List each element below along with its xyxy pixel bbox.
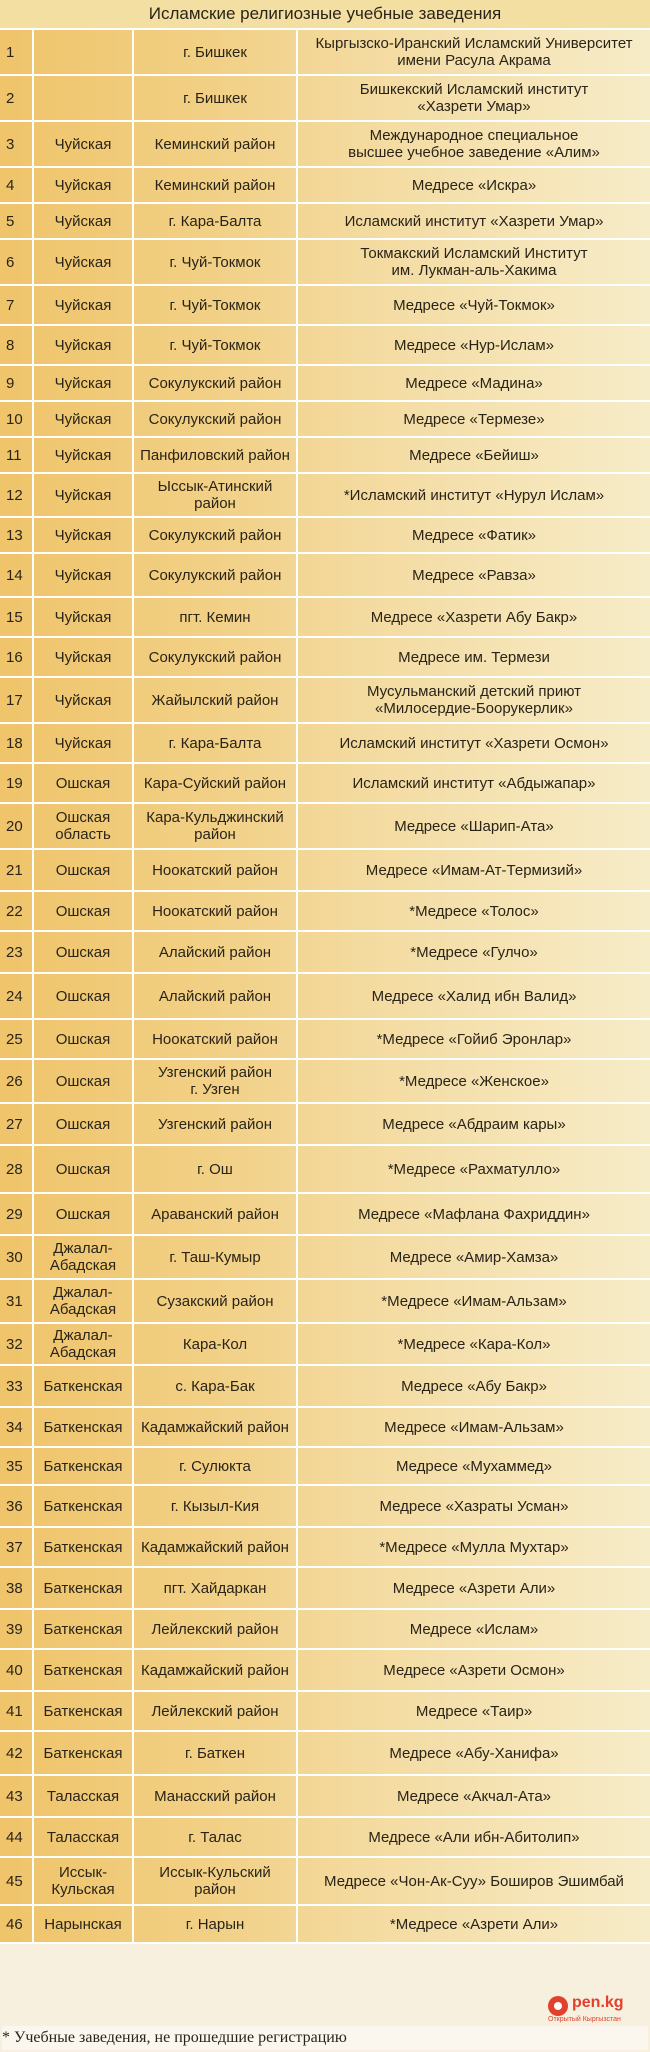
district-cell: Кеминский район xyxy=(134,122,298,166)
table-row xyxy=(0,1324,650,1366)
district-cell: г. Сулюкта xyxy=(134,1448,298,1484)
region-cell: Чуйская xyxy=(34,474,134,516)
region-cell xyxy=(34,76,134,120)
table-row xyxy=(0,1366,650,1408)
table-row xyxy=(0,204,650,240)
table-title: Исламские религиозные учебные заведения xyxy=(0,0,650,30)
region-cell: Чуйская xyxy=(34,724,134,762)
row-number: 21 xyxy=(0,850,34,890)
district-cell: г. Бишкек xyxy=(134,30,298,74)
institution-name: Медресе «Халид ибн Валид» xyxy=(371,987,577,1005)
table-row xyxy=(0,850,650,892)
logo-word: pen.kg xyxy=(572,1994,624,2011)
district-cell: Лейлекский район xyxy=(134,1610,298,1648)
district-cell: г. Чуй-Токмок xyxy=(134,286,298,324)
region-cell: Чуйская xyxy=(34,598,134,636)
region-cell: Чуйская xyxy=(34,122,134,166)
table-row xyxy=(0,1650,650,1692)
institution-name: *Медресе «Мулла Мухтар» xyxy=(379,1538,569,1556)
region-cell: Нарынская xyxy=(34,1906,134,1942)
table-row xyxy=(0,518,650,554)
row-number: 8 xyxy=(0,326,34,364)
district-cell: г. Таш-Кумыр xyxy=(134,1236,298,1278)
table-row xyxy=(0,764,650,804)
region-cell: Чуйская xyxy=(34,518,134,552)
row-number: 11 xyxy=(0,438,34,472)
table-row xyxy=(0,1060,650,1104)
institution-name: Исламский институт «Абдыжапар» xyxy=(352,774,596,792)
region-cell: Ошская xyxy=(34,892,134,930)
region-cell: Ошская xyxy=(34,764,134,802)
table-row xyxy=(0,638,650,678)
district-cell: г. Кызыл-Кия xyxy=(134,1486,298,1526)
table-row xyxy=(0,1448,650,1486)
row-number: 15 xyxy=(0,598,34,636)
region-cell: Чуйская xyxy=(34,366,134,400)
row-number: 32 xyxy=(0,1324,34,1364)
logo-mark-icon xyxy=(548,1996,568,2016)
row-number: 28 xyxy=(0,1146,34,1192)
institution-name: *Медресе «Гулчо» xyxy=(410,943,538,961)
region-cell: Чуйская xyxy=(34,638,134,676)
region-cell xyxy=(34,30,134,74)
institution-name: Медресе «Искра» xyxy=(411,176,537,194)
district-cell: Манасский район xyxy=(134,1776,298,1816)
table-row xyxy=(0,1146,650,1194)
table-row xyxy=(0,1408,650,1448)
region-cell: Чуйская xyxy=(34,402,134,436)
region-cell: Ошская xyxy=(34,1060,134,1102)
region-cell: Ошская xyxy=(34,1194,134,1234)
institution-name: *Медресе «Имам-Альзам» xyxy=(381,1292,567,1310)
table-row xyxy=(0,1194,650,1236)
region-cell: Баткенская xyxy=(34,1408,134,1446)
district-cell: г. Чуй-Токмок xyxy=(134,326,298,364)
institution-name: *Исламский институт «Нурул Ислам» xyxy=(343,486,605,504)
region-cell: Баткенская xyxy=(34,1486,134,1526)
site-logo xyxy=(548,1992,642,2022)
institution-name: Медресе «Фатик» xyxy=(411,526,537,544)
row-number: 46 xyxy=(0,1906,34,1942)
row-number: 30 xyxy=(0,1236,34,1278)
row-number: 17 xyxy=(0,678,34,722)
row-number: 26 xyxy=(0,1060,34,1102)
institution-name: Медресе «Акчал-Ата» xyxy=(397,1787,551,1805)
district-cell: г. Баткен xyxy=(134,1732,298,1774)
table-row xyxy=(0,1732,650,1776)
institution-name: Мусульманский детский приют «Милосердие-Боорукерлик» xyxy=(366,683,582,717)
district-cell: Сокулукский район xyxy=(134,518,298,552)
row-number: 31 xyxy=(0,1280,34,1322)
row-number: 6 xyxy=(0,240,34,284)
region-cell: Джалал- Абадская xyxy=(34,1236,134,1278)
row-number: 23 xyxy=(0,932,34,972)
region-cell: Чуйская xyxy=(34,204,134,238)
region-cell: Чуйская xyxy=(34,240,134,284)
region-cell: Ошская xyxy=(34,1104,134,1144)
row-number: 5 xyxy=(0,204,34,238)
institution-name: Исламский институт «Хазрети Осмон» xyxy=(339,734,609,752)
institution-name: Медресе «Чуй-Токмок» xyxy=(393,296,555,314)
institution-name: Кыргызско-Иранский Исламский Университет имени Расула Акрама xyxy=(315,35,633,69)
row-number: 41 xyxy=(0,1692,34,1730)
row-number: 19 xyxy=(0,764,34,802)
institution-name: Медресе «Амир-Хамза» xyxy=(389,1248,559,1266)
institution-name: Медресе «Равза» xyxy=(412,566,536,584)
district-cell: Ноокатский район xyxy=(134,1020,298,1058)
institution-name: Медресе «Абдраим кары» xyxy=(382,1115,566,1133)
row-number: 24 xyxy=(0,974,34,1018)
district-cell: г. Чуй-Токмок xyxy=(134,240,298,284)
institution-name: Медресе «Чон-Ак-Суу» Боширов Эшимбай xyxy=(324,1872,624,1890)
region-cell: Ошская xyxy=(34,974,134,1018)
institution-name: *Медресе «Азрети Али» xyxy=(389,1915,559,1933)
table-row xyxy=(0,326,650,366)
table-row xyxy=(0,1610,650,1650)
row-number: 38 xyxy=(0,1568,34,1608)
district-cell: г. Талас xyxy=(134,1818,298,1856)
region-cell: Баткенская xyxy=(34,1448,134,1484)
district-cell: Алайский район xyxy=(134,932,298,972)
row-number: 45 xyxy=(0,1858,34,1904)
institution-name: Медресе «Шарип-Ата» xyxy=(394,817,554,835)
region-cell: Иссык- Кульская xyxy=(34,1858,134,1904)
region-cell: Таласская xyxy=(34,1776,134,1816)
row-number: 7 xyxy=(0,286,34,324)
district-cell: Ноокатский район xyxy=(134,850,298,890)
region-cell: Баткенская xyxy=(34,1568,134,1608)
institution-name: Медресе «Мухаммед» xyxy=(395,1457,553,1475)
table-row xyxy=(0,1280,650,1324)
region-cell: Баткенская xyxy=(34,1732,134,1774)
institution-name: Международное специальное высшее учебное заведение «Алим» xyxy=(348,127,600,161)
row-number: 27 xyxy=(0,1104,34,1144)
table-row xyxy=(0,1236,650,1280)
table-row xyxy=(0,554,650,598)
district-cell: Сокулукский район xyxy=(134,638,298,676)
table-row xyxy=(0,1528,650,1568)
district-cell: Иссык-Кульский район xyxy=(134,1858,298,1904)
row-number: 42 xyxy=(0,1732,34,1774)
region-cell: Чуйская xyxy=(34,554,134,596)
table-row xyxy=(0,1486,650,1528)
district-cell: Узгенский район г. Узген xyxy=(134,1060,298,1102)
region-cell: Ошская xyxy=(34,1020,134,1058)
institution-name: Медресе «Бейиш» xyxy=(409,446,539,464)
institution-name: Медресе «Али ибн-Абитолип» xyxy=(368,1828,580,1846)
row-number: 34 xyxy=(0,1408,34,1446)
district-cell: Араванский район xyxy=(134,1194,298,1234)
table-row xyxy=(0,366,650,402)
district-cell: Кара-Суйский район xyxy=(134,764,298,802)
region-cell: Ошская xyxy=(34,932,134,972)
table-row xyxy=(0,30,650,76)
table-row xyxy=(0,168,650,204)
row-number: 2 xyxy=(0,76,34,120)
table-row xyxy=(0,1020,650,1060)
region-cell: Баткенская xyxy=(34,1650,134,1690)
institution-name: Медресе «Хазрети Абу Бакр» xyxy=(370,608,578,626)
row-number: 39 xyxy=(0,1610,34,1648)
district-cell: Сузакский район xyxy=(134,1280,298,1322)
institution-name: Медресе «Мадина» xyxy=(405,374,543,392)
table-row xyxy=(0,724,650,764)
institution-name: Медресе «Нур-Ислам» xyxy=(394,336,554,354)
row-number: 18 xyxy=(0,724,34,762)
row-number: 33 xyxy=(0,1366,34,1406)
row-number: 16 xyxy=(0,638,34,676)
institution-name: Медресе «Мафлана Фахриддин» xyxy=(358,1205,590,1223)
region-cell: Джалал- Абадская xyxy=(34,1324,134,1364)
institution-name: Медресе «Абу-Ханифа» xyxy=(389,1744,559,1762)
district-cell: Жайылский район xyxy=(134,678,298,722)
institution-name: Медресе им. Термези xyxy=(398,648,550,666)
district-cell: Кадамжайский район xyxy=(134,1650,298,1690)
footnote: * Учебные заведения, не прошедшие регистрацию xyxy=(2,2026,648,2050)
district-cell: Ыссык-Атинский район xyxy=(134,474,298,516)
institution-name: Исламский институт «Хазрети Умар» xyxy=(344,212,604,230)
row-number: 12 xyxy=(0,474,34,516)
region-cell: Баткенская xyxy=(34,1610,134,1648)
row-number: 13 xyxy=(0,518,34,552)
region-cell: Ошская xyxy=(34,1146,134,1192)
table-row xyxy=(0,1104,650,1146)
institution-name: *Медресе «Женское» xyxy=(399,1072,549,1090)
table-row xyxy=(0,1568,650,1610)
table-row xyxy=(0,286,650,326)
table-row xyxy=(0,892,650,932)
row-number: 4 xyxy=(0,168,34,202)
table-row xyxy=(0,598,650,638)
district-cell: Сокулукский район xyxy=(134,402,298,436)
region-cell: Ошская область xyxy=(34,804,134,848)
institution-name: Медресе «Таир» xyxy=(415,1702,533,1720)
district-cell: Алайский район xyxy=(134,974,298,1018)
table-row xyxy=(0,1776,650,1818)
institution-name: *Медресе «Толос» xyxy=(409,902,539,920)
district-cell: Лейлекский район xyxy=(134,1692,298,1730)
district-cell: Панфиловский район xyxy=(134,438,298,472)
row-number: 44 xyxy=(0,1818,34,1856)
row-number: 29 xyxy=(0,1194,34,1234)
district-cell: Ноокатский район xyxy=(134,892,298,930)
region-cell: Джалал- Абадская xyxy=(34,1280,134,1322)
region-cell: Чуйская xyxy=(34,286,134,324)
district-cell: г. Кара-Балта xyxy=(134,204,298,238)
row-number: 25 xyxy=(0,1020,34,1058)
district-cell: Кадамжайский район xyxy=(134,1408,298,1446)
row-number: 36 xyxy=(0,1486,34,1526)
table-body xyxy=(0,30,650,1944)
district-cell: г. Нарын xyxy=(134,1906,298,1942)
row-number: 43 xyxy=(0,1776,34,1816)
institution-name: Медресе «Абу Бакр» xyxy=(401,1377,547,1395)
district-cell: г. Ош xyxy=(134,1146,298,1192)
table-row xyxy=(0,402,650,438)
region-cell: Баткенская xyxy=(34,1692,134,1730)
region-cell: Чуйская xyxy=(34,326,134,364)
district-cell: Кадамжайский район xyxy=(134,1528,298,1566)
institution-name: Медресе «Хазраты Усман» xyxy=(379,1497,569,1515)
district-cell: Узгенский район xyxy=(134,1104,298,1144)
table-row xyxy=(0,122,650,168)
institution-name: Бишкекский Исламский институт «Хазрети Умар» xyxy=(359,81,589,115)
institution-name: Медресе «Азрети Осмон» xyxy=(383,1661,565,1679)
table-row xyxy=(0,1692,650,1732)
table-row xyxy=(0,804,650,850)
district-cell: г. Кара-Балта xyxy=(134,724,298,762)
row-number: 3 xyxy=(0,122,34,166)
row-number: 9 xyxy=(0,366,34,400)
table-row xyxy=(0,1906,650,1944)
row-number: 20 xyxy=(0,804,34,848)
institution-name: Медресе «Термезе» xyxy=(403,410,545,428)
district-cell: Кеминский район xyxy=(134,168,298,202)
district-cell: Кара-Кульджинский район xyxy=(134,804,298,848)
table-row xyxy=(0,76,650,122)
row-number: 10 xyxy=(0,402,34,436)
logo-tagline: Открытый Кыргызстан xyxy=(548,2016,621,2023)
institution-name: Медресе «Имам-Альзам» xyxy=(384,1418,564,1436)
table-row xyxy=(0,240,650,286)
institution-name: Токмакский Исламский Институт им. Лукман-аль-Хакима xyxy=(360,245,588,279)
institution-name: Медресе «Азрети Али» xyxy=(392,1579,556,1597)
institution-name: *Медресе «Кара-Кол» xyxy=(397,1335,551,1353)
institution-name: Медресе «Ислам» xyxy=(409,1620,539,1638)
row-number: 40 xyxy=(0,1650,34,1690)
row-number: 22 xyxy=(0,892,34,930)
row-number: 1 xyxy=(0,30,34,74)
district-cell: Кара-Кол xyxy=(134,1324,298,1364)
region-cell: Ошская xyxy=(34,850,134,890)
row-number: 14 xyxy=(0,554,34,596)
region-cell: Чуйская xyxy=(34,678,134,722)
region-cell: Баткенская xyxy=(34,1366,134,1406)
table-row xyxy=(0,438,650,474)
table-row xyxy=(0,678,650,724)
district-cell: Сокулукский район xyxy=(134,366,298,400)
row-number: 37 xyxy=(0,1528,34,1566)
institution-name: *Медресе «Гойиб Эронлар» xyxy=(376,1030,572,1048)
institution-name: *Медресе «Рахматулло» xyxy=(387,1160,561,1178)
region-cell: Таласская xyxy=(34,1818,134,1856)
region-cell: Баткенская xyxy=(34,1528,134,1566)
table-row xyxy=(0,474,650,518)
row-number: 35 xyxy=(0,1448,34,1484)
region-cell: Чуйская xyxy=(34,438,134,472)
district-cell: Сокулукский район xyxy=(134,554,298,596)
table-row xyxy=(0,974,650,1020)
region-cell: Чуйская xyxy=(34,168,134,202)
district-cell: пгт. Хайдаркан xyxy=(134,1568,298,1608)
table-row xyxy=(0,1858,650,1906)
institution-name: Медресе «Имам-Ат-Термизий» xyxy=(365,861,583,879)
district-cell: с. Кара-Бак xyxy=(134,1366,298,1406)
table-row xyxy=(0,1818,650,1858)
district-cell: г. Бишкек xyxy=(134,76,298,120)
district-cell: пгт. Кемин xyxy=(134,598,298,636)
table-row xyxy=(0,932,650,974)
